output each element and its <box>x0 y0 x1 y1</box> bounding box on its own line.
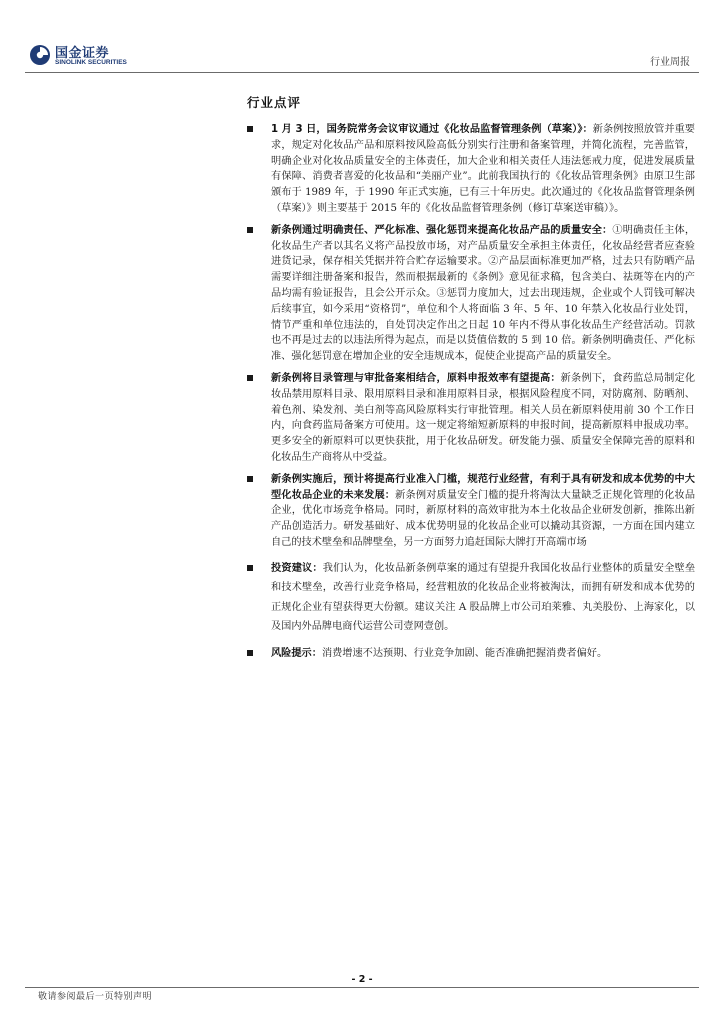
item-lead: 投资建议： <box>271 562 323 574</box>
square-bullet-icon <box>247 565 253 571</box>
square-bullet-icon <box>247 375 253 381</box>
item-body: ①明确责任主体，化妆品生产者以其名义将产品投放市场，对产品质量安全承担主体责任，化妆品经营者应查验进货记录，保存相关凭据并符合贮存运输要求。②产品层面标准更加严格，过去只有防晒产品需要详细注册备案和报告，然而根据最新的《条例》意见征求稿，包含美白、祛斑等在内的产品均需有验证报告，且会公开示众。③惩罚力度加大，过去出现违规，企业或个人罚钱可解决后续事宜，如今采用“资格罚”，单位和个人将面临 3 年、5 年、10 年禁入化妆品行业处罚，情节严重和单位违法的，自处罚决定作出之日起 10 年内不得从事化妆品生产经营活动。罚款也不再是过去的以违法所得为起点，而是以货值倍数的 5 到 10 倍。新条例明确责任、严化标准、强化惩罚意在增加企业的安全违规成本，促使企业提高产品的质量安全。 <box>271 224 696 363</box>
item-body: 新条例下，食药监总局制定化妆品禁用原料目录、限用原料目录和准用原料目录，根据风险程度不同，对防腐剂、防晒剂、着色剂、染发剂、美白剂等高风险原料实行审批管理。相关人员在新原料使用前 30 个工作日内，向食药监局备案方可使用。这一规定将缩短新原料的申报时间，提高新原料申报成功率。更多安全的新原料可以更快获批，用于化妆品研发。研发能力强、质量安全保障完善的原料和化妆品生产商将从中受益。 <box>271 372 696 463</box>
item-lead: 新条例通过明确责任、严化标准、强化惩罚来提高化妆品产品的质量安全： <box>271 224 613 236</box>
company-logo <box>25 41 185 69</box>
item-body: 新条例对质量安全门槛的提升将淘汰大量缺乏正规化管理的化妆品企业，优化市场竞争格局。同时，新原材料的高效审批为本土化妆品企业研发创新，推陈出新产品创造活力。研发基础好、成本优势明显的化妆品企业可以撬动其资源，一方面在国内建立自己的技术壁垒和品牌壁垒，另一方面努力追赶国际大牌打开高端市场 <box>271 489 696 548</box>
list-item <box>247 644 695 663</box>
footer-divider <box>25 987 699 988</box>
list-item <box>247 559 695 637</box>
logo-text-cn: 国金证券 <box>55 46 110 61</box>
logo-text-en: SINOLINK SECURITIES <box>55 59 127 66</box>
section-title: 行业点评 <box>247 95 302 110</box>
item-body: 消费增速不达预期、行业竞争加剧、能否准确把握消费者偏好。 <box>321 648 608 660</box>
square-bullet-icon <box>247 476 253 482</box>
logo-mark-icon <box>29 44 51 66</box>
item-body: 新条例按照放管并重要求，规定对化妆品产品和原料按风险高低分别实行注册和备案管理，并简化流程，完善监管，明确企业对化妆品质量安全的主体责任，加大企业和相关责任人违法惩戒力度，促进发展质量有保障、消费者喜爱的化妆品和“美丽产业”。此前我国执行的《化妆品管理条例》由原卫生部颁布于 1989 年，于 1990 年正式实施，已有三十年历史。此次通过的《化妆品监督管理条例（草案）》则主要基于 2015 年的《化妆品监督管理条例（修订草案送审稿）》。 <box>271 124 695 214</box>
footer-disclaimer: 敬请参阅最后一页特别声明 <box>38 992 153 1002</box>
item-body: 我们认为，化妆品新条例草案的通过有望提升我国化妆品行业整体的质量安全壁垒和技术壁垒，改善行业竞争格局，经营粗放的化妆品企业将被淘汰，而拥有研发和成本优势的正规化企业有望获得更大份额。建议关注 A 股品牌上市公司珀莱雅、丸美股份、上海家化，以及国内外品牌电商代运营公司壹网壹创。 <box>271 562 696 632</box>
square-bullet-icon <box>247 650 253 656</box>
square-bullet-icon <box>247 126 253 132</box>
list-item <box>247 223 695 365</box>
list-item <box>247 122 695 217</box>
item-lead: 新条例将目录管理与审批备案相结合，原料申报效率有望提高： <box>271 372 561 384</box>
item-lead: 1 月 3 日，国务院常务会议审议通过《化妆品监督管理条例（草案）》： <box>271 124 593 135</box>
list-item <box>247 472 695 551</box>
page-number: - 2 - <box>351 974 373 985</box>
square-bullet-icon <box>247 227 253 233</box>
commentary-list <box>247 122 695 664</box>
report-type-label: 行业周报 <box>650 57 690 68</box>
list-item <box>247 371 695 466</box>
item-lead: 新条例实施后，预计将提高行业准入门槛，规范行业经营，有利于具有研发和成本优势的中大型化妆品企业的未来发展： <box>271 473 695 501</box>
item-lead: 风险提示： <box>271 648 322 660</box>
header-divider <box>25 72 699 73</box>
